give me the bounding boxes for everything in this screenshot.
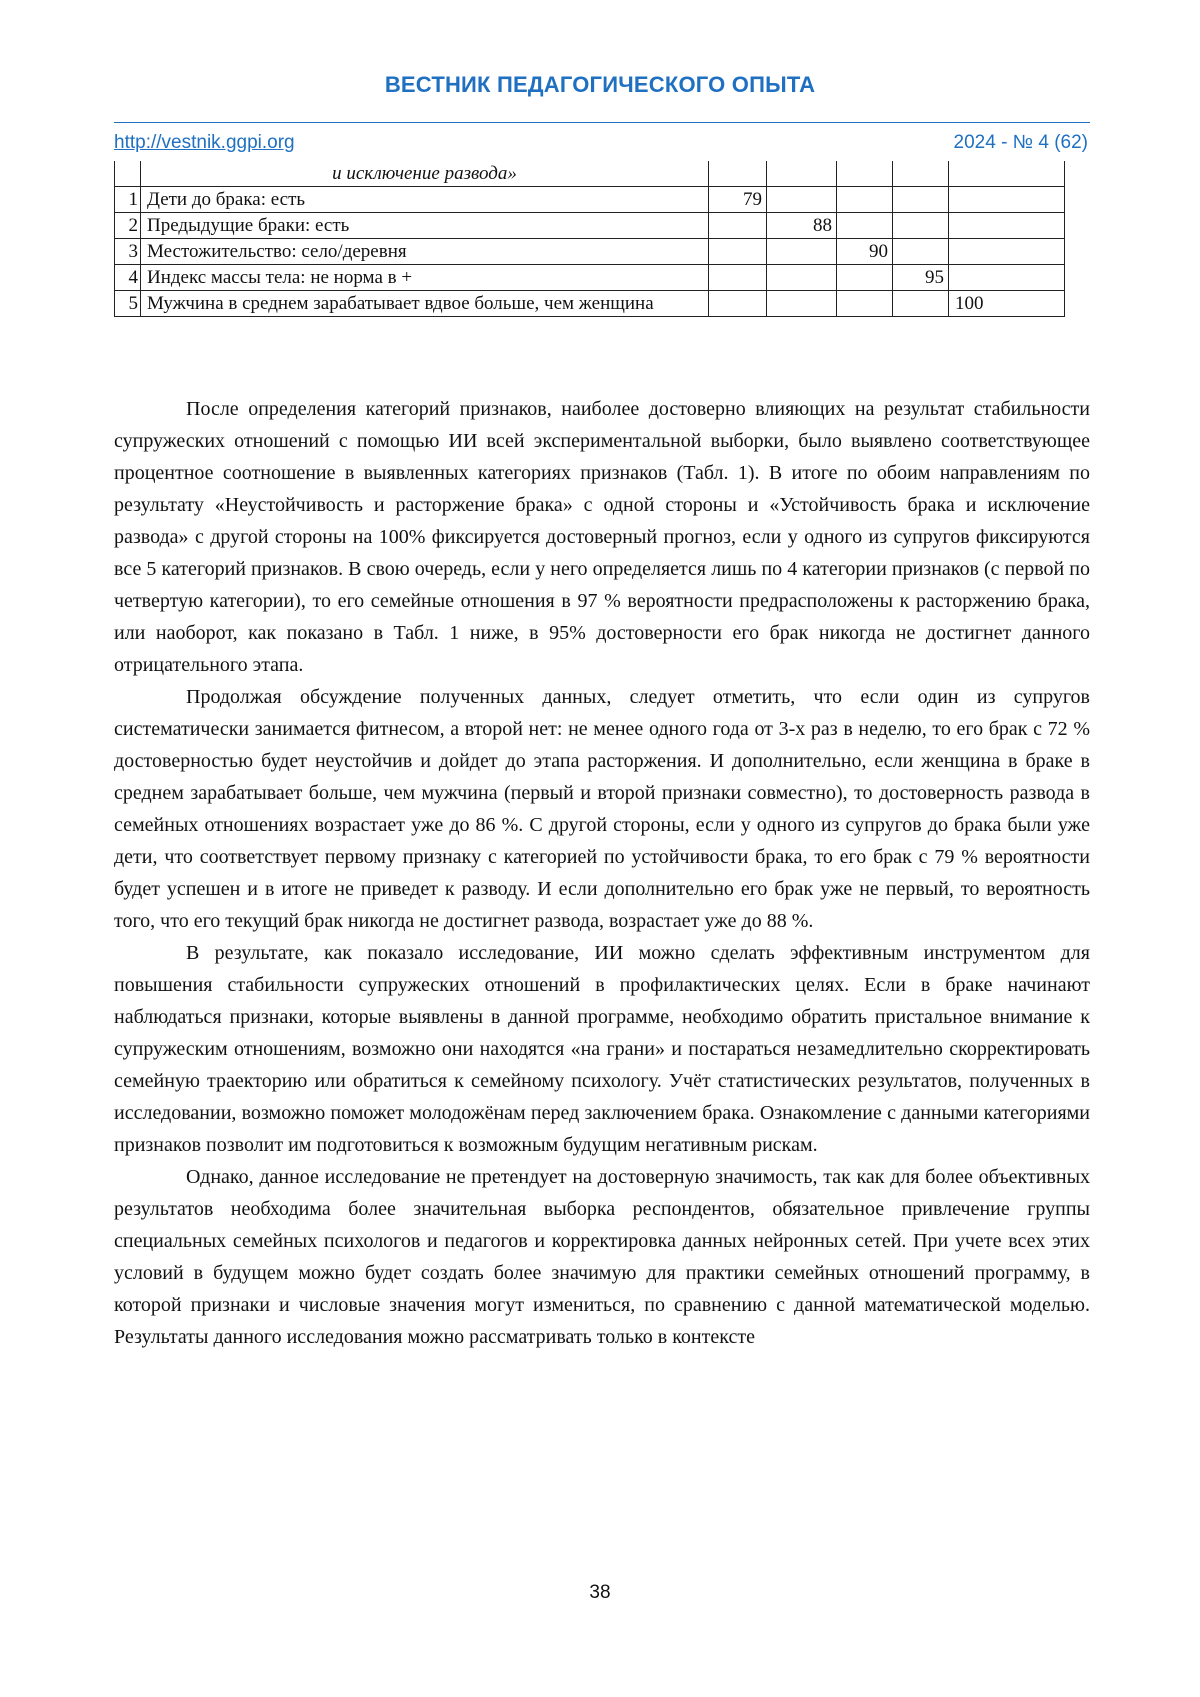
row-value	[949, 265, 1065, 291]
row-label: Предыдущие браки: есть	[141, 213, 709, 239]
row-number: 1	[115, 187, 141, 213]
page-number: 38	[589, 1582, 611, 1603]
table-row	[115, 213, 1065, 239]
row-label: Индекс массы тела: не норма в +	[141, 265, 709, 291]
table-row	[115, 239, 1065, 265]
row-value	[837, 265, 893, 291]
row-value: 100	[949, 291, 1065, 317]
row-value	[893, 187, 949, 213]
row-value	[837, 291, 893, 317]
signs-table	[114, 161, 1065, 317]
issue-number: 2024 - № 4 (62)	[953, 132, 1088, 153]
row-value	[949, 239, 1065, 265]
row-value	[837, 213, 893, 239]
row-value: 88	[767, 213, 837, 239]
paragraph: Продолжая обсуждение полученных данных, следует отметить, что если один из супругов систематически занимается фитнесом, а второй нет: не менее одного года от 3-х раз в неделю, то его брак с 72 % достоверностью будет неустойчив и дойдет до этапа расторжения. И дополнительно, если женщина в браке в среднем зарабатывает больше, чем мужчина (первый и второй признаки совместно), то достоверность развода в семейных отношениях возрастает уже до 86 %. С другой стороны, если у одного из супругов до брака были уже дети, что соответствует первому признаку с категорией по устойчивости брака, то его брак с 79 % вероятности будет успешен и в итоге не приведет к разводу. И если дополнительно его брак уже не первый, то вероятность того, что его текущий брак никогда не достигнет развода, возрастает уже до 88 %.	[114, 686, 1090, 932]
row-label: Мужчина в среднем зарабатывает вдвое больше, чем женщина	[141, 291, 709, 317]
row-value	[767, 239, 837, 265]
table-continuation-label: и исключение развода»	[141, 161, 709, 187]
table-row	[115, 187, 1065, 213]
row-value: 90	[837, 239, 893, 265]
journal-website-link[interactable]: http://vestnik.ggpi.org	[114, 132, 295, 153]
row-value	[709, 291, 767, 317]
row-value	[767, 291, 837, 317]
header-divider	[114, 122, 1090, 123]
row-number: 4	[115, 265, 141, 291]
row-value: 95	[893, 265, 949, 291]
row-value	[709, 265, 767, 291]
row-value	[893, 291, 949, 317]
row-value	[709, 239, 767, 265]
row-value	[709, 213, 767, 239]
journal-title: ВЕСТНИК ПЕДАГОГИЧЕСКОГО ОПЫТА	[384, 72, 816, 97]
row-label: Местожительство: село/деревня	[141, 239, 709, 265]
paragraph: В результате, как показало исследование, ИИ можно сделать эффективным инструментом для повышения стабильности супружеских отношений в профилактических целях. Если в браке начинают наблюдаться признаки, которые выявлены в данной программе, необходимо обратить пристальное внимание к супружеским отношениям, возможно они находятся «на грани» и постараться незамедлительно скорректировать семейную траекторию или обратиться к семейному психологу. Учёт статистических результатов, полученных в исследовании, возможно поможет молодожёнам перед заключением брака. Ознакомление с данными категориями признаков позволит им подготовиться к возможным будущим негативным рискам.	[114, 942, 1090, 1156]
row-value	[949, 213, 1065, 239]
row-value	[893, 239, 949, 265]
paragraph: После определения категорий признаков, наиболее достоверно влияющих на результат стабильности супружеских отношений с помощью ИИ всей экспериментальной выборки, было выявлено соответствующее процентное соотношение в выявленных категориях признаков (Табл. 1). В итоге по обоим направлениям по результату «Неустойчивость и расторжение брака» с одной стороны и «Устойчивость брака и исключение развода» с другой стороны на 100% фиксируется достоверный прогноз, если у одного из супругов фиксируются все 5 категорий признаков. В свою очередь, если у него определяется лишь по 4 категории признаков (с первой по четвертую категории), то его семейные отношения в 97 % вероятности предрасположены к расторжению брака, или наоборот, как показано в Табл. 1 ниже, в 95% достоверности его брак никогда не достигнет данного отрицательного этапа.	[114, 398, 1090, 676]
table-row	[115, 291, 1065, 317]
row-value	[767, 187, 837, 213]
row-number: 2	[115, 213, 141, 239]
paragraph: Однако, данное исследование не претендует на достоверную значимость, так как для более объективных результатов необходима более значительная выборка респондентов, обязательное привлечение группы специальных семейных психологов и педагогов и корректировка данных нейронных сетей. При учете всех этих условий в будущем можно будет создать более значимую для практики семейных отношений программу, в которой признаки и числовые значения могут измениться, по сравнению с данной математической моделью. Результаты данного исследования можно рассматривать только в контексте	[114, 1166, 1090, 1348]
row-value	[767, 265, 837, 291]
row-number: 5	[115, 291, 141, 317]
row-value	[893, 213, 949, 239]
row-value: 79	[709, 187, 767, 213]
article-body	[114, 393, 1090, 1353]
row-value	[837, 187, 893, 213]
row-number: 3	[115, 239, 141, 265]
table-continuation-row	[115, 161, 1065, 187]
row-value	[949, 187, 1065, 213]
row-label: Дети до брака: есть	[141, 187, 709, 213]
table-row	[115, 265, 1065, 291]
